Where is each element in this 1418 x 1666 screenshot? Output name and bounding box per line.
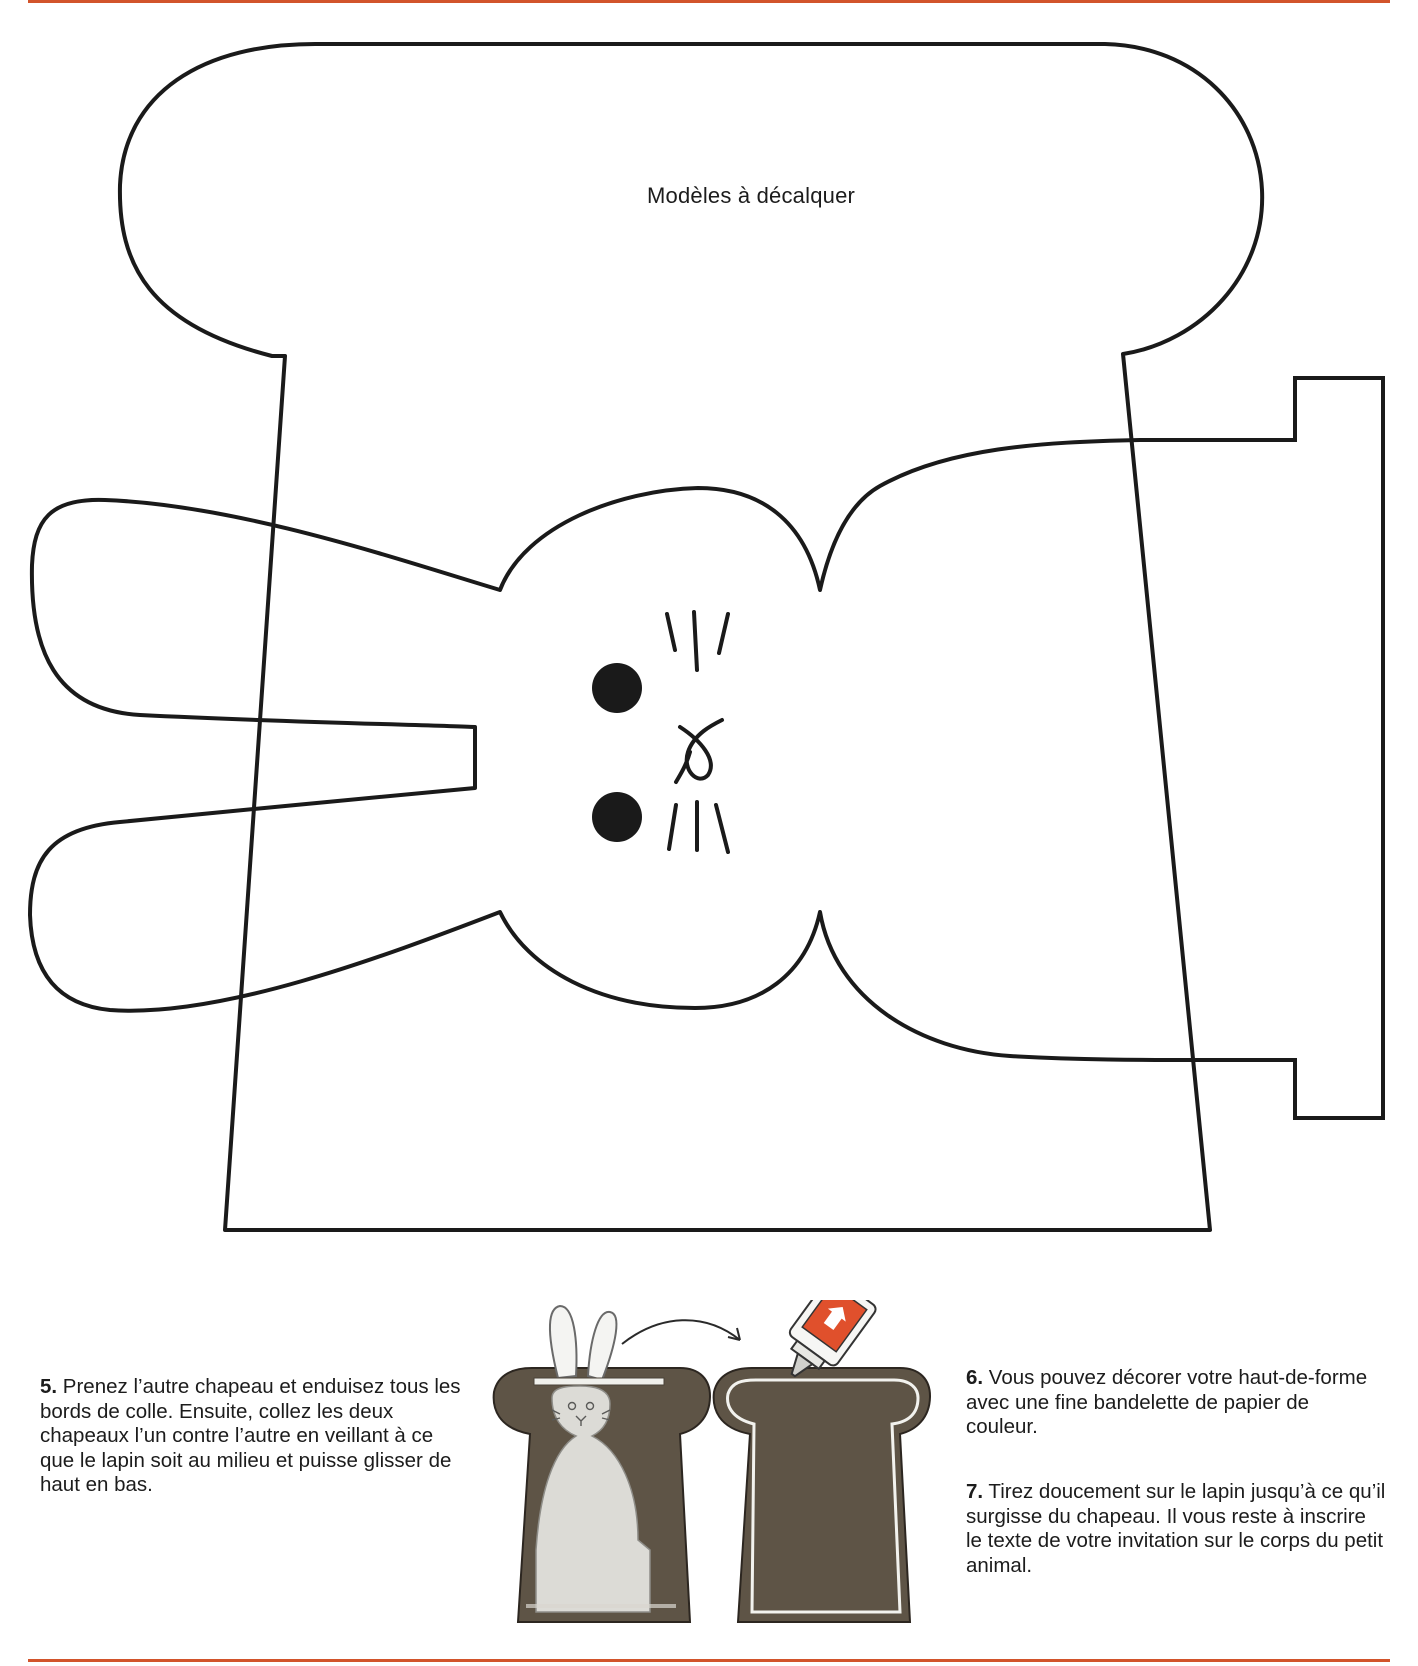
step-text: Prenez l’autre chapeau et enduisez tous les bords de colle. Ensuite, collez les deux chapeaux l’un contre l’autre en veillant à ce que le lapin soit au milieu et puisse glisser de haut en bas. <box>40 1375 461 1496</box>
step-text: Tirez doucement sur le lapin jusqu’à ce qu’il surgisse du chapeau. Il vous reste à inscrire le texte de votre invitation sur le corps du petit animal. <box>966 1480 1386 1577</box>
step-number: 5. <box>40 1375 58 1398</box>
instruction-step-6 <box>966 1366 1386 1440</box>
rabbit-outline <box>30 440 1198 1060</box>
rabbit-whiskers <box>667 612 728 852</box>
instruction-step-7 <box>966 1480 1386 1578</box>
step-number: 6. <box>966 1366 984 1389</box>
top-hat-outline <box>120 44 1262 1230</box>
rabbit-eye <box>592 792 642 842</box>
rabbit-eye <box>592 663 642 713</box>
step-text: Vous pouvez décorer votre haut-de-forme avec une fine bandelette de papier de couleur. <box>966 1366 1368 1438</box>
templates-label: Modèles à décalquer <box>647 183 856 208</box>
hat-with-glue <box>714 1300 930 1622</box>
hat-with-rabbit <box>494 1306 710 1622</box>
slide-strip-outline <box>1140 378 1383 1118</box>
assembly-illustration <box>490 1300 940 1630</box>
rabbit-nose-mouth <box>676 720 722 782</box>
instruction-step-5 <box>40 1375 466 1498</box>
bottom-accent-rule <box>28 1659 1390 1662</box>
arrow <box>622 1320 740 1344</box>
step-number: 7. <box>966 1480 984 1503</box>
